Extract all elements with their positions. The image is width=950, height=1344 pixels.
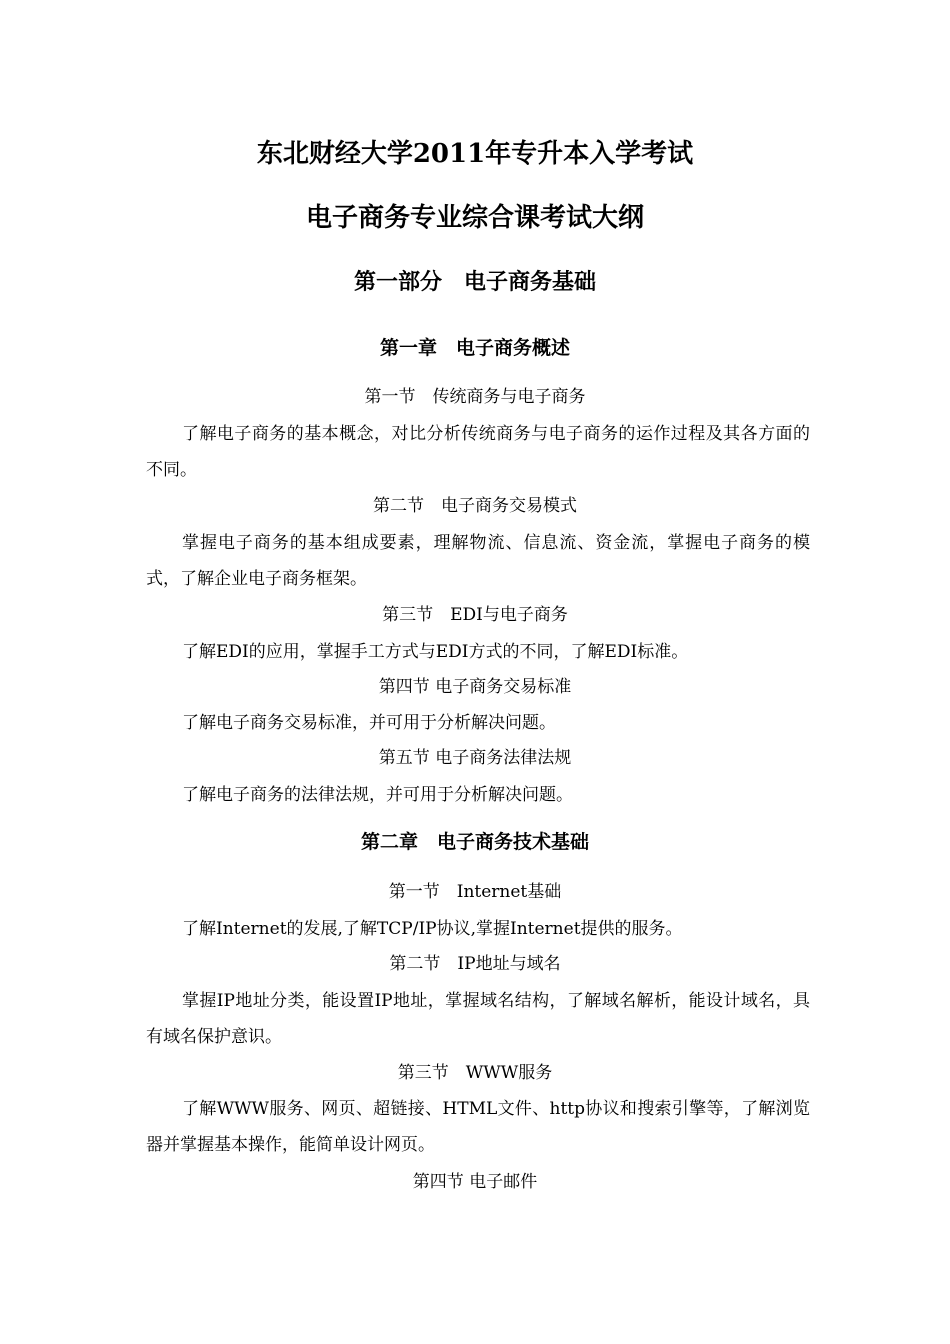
part-heading: 第一部分 电子商务基础 (353, 270, 596, 295)
section-paragraph: 掌握IP地址分类，能设置IP地址，掌握域名结构，了解域名解析，能设计域名，具有域名保护意识。 (146, 991, 810, 1047)
section-paragraph: 了解电子商务的基本概念，对比分析传统商务与电子商务的运作过程及其各方面的不同。 (146, 424, 810, 480)
document-title: 东北财经大学2011年专升本入学考试 (256, 139, 694, 169)
section-paragraph: 了解Internet的发展,了解TCP/IP协议,掌握Internet提供的服务。 (182, 919, 683, 939)
section-heading: 第二节 电子商务交易模式 (373, 496, 577, 516)
chapter-heading: 第一章 电子商务概述 (379, 337, 570, 359)
chapter-heading: 第二章 电子商务技术基础 (360, 831, 589, 853)
section-heading: 第二节 IP地址与域名 (389, 954, 561, 974)
section-heading: 第四节 电子邮件 (412, 1172, 538, 1192)
section-heading: 第一节 传统商务与电子商务 (364, 387, 586, 407)
section-heading: 第五节 电子商务法律法规 (378, 748, 572, 768)
section-heading: 第三节 EDI与电子商务 (382, 605, 568, 625)
section-paragraph: 掌握电子商务的基本组成要素，理解物流、信息流、资金流，掌握电子商务的模式，了解企业电子商务框架。 (146, 533, 810, 589)
section-heading: 第三节 WWW服务 (397, 1063, 553, 1083)
section-paragraph: 了解电子商务交易标准，并可用于分析解决问题。 (182, 713, 556, 733)
section-paragraph: 了解电子商务的法律法规，并可用于分析解决问题。 (182, 785, 573, 805)
document-subtitle: 电子商务专业综合课考试大纲 (305, 203, 644, 233)
section-paragraph: 了解EDI的应用，掌握手工方式与EDI方式的不同，了解EDI标准。 (182, 642, 689, 662)
section-heading: 第一节 Internet基础 (388, 882, 562, 902)
section-heading: 第四节 电子商务交易标准 (378, 677, 572, 697)
section-paragraph: 了解WWW服务、网页、超链接、HTML文件、http协议和搜索引擎等，了解浏览器并掌握基本操作，能简单设计网页。 (146, 1099, 810, 1155)
